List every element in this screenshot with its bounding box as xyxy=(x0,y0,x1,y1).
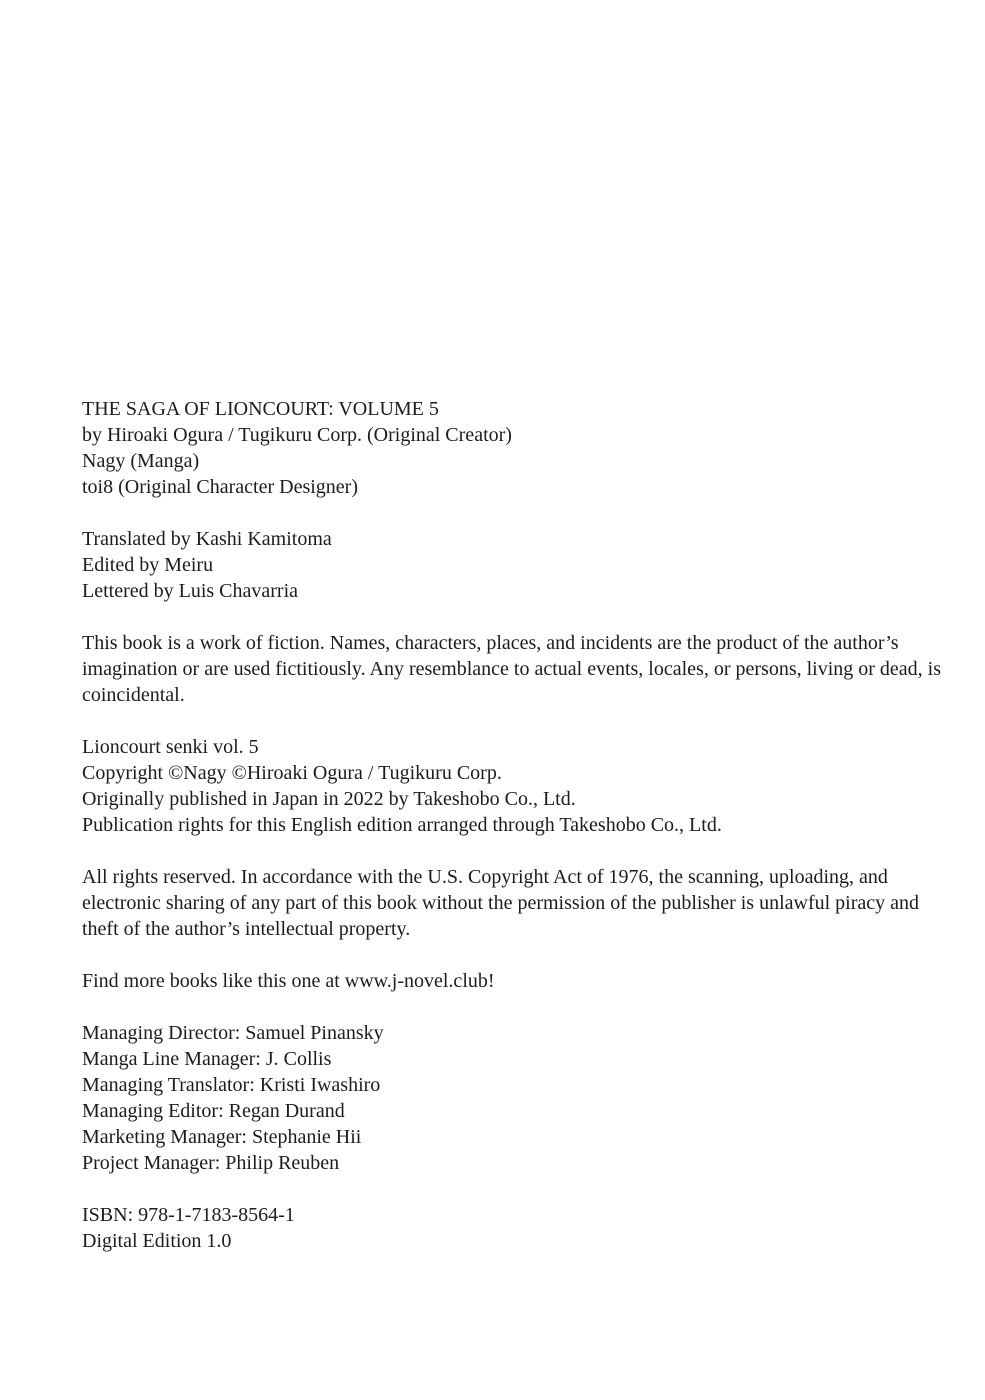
managing-director-credit: Managing Director: Samuel Pinansky xyxy=(82,1022,384,1044)
copyright-block xyxy=(82,734,942,838)
copyright-line: Copyright ©Nagy ©Hiroaki Ogura / Tugikuru Corp. xyxy=(82,762,502,784)
original-creator-credit: by Hiroaki Ogura / Tugikuru Corp. (Original Creator) xyxy=(82,424,512,446)
rights-notice: All rights reserved. In accordance with the U.S. Copyright Act of 1976, the scanning, uploading, and electronic sharing of any part of this book without the permission of the publisher is unlawful piracy and theft of the author’s intellectual property. xyxy=(82,866,920,940)
manga-line-manager-credit: Manga Line Manager: J. Collis xyxy=(82,1048,332,1070)
digital-edition-line: Digital Edition 1.0 xyxy=(82,1230,232,1252)
japanese-title: Lioncourt senki vol. 5 xyxy=(82,736,259,758)
localization-credits-block xyxy=(82,526,942,604)
letterer-credit: Lettered by Luis Chavarria xyxy=(82,580,299,602)
character-designer-credit: toi8 (Original Character Designer) xyxy=(82,476,359,498)
book-title: THE SAGA OF LIONCOURT: VOLUME 5 xyxy=(82,398,439,420)
marketing-manager-credit: Marketing Manager: Stephanie Hii xyxy=(82,1126,362,1148)
staff-block xyxy=(82,1020,942,1176)
manga-artist-credit: Nagy (Manga) xyxy=(82,450,200,472)
isbn-line: ISBN: 978-1-7183-8564-1 xyxy=(82,1204,295,1226)
edition-block xyxy=(82,1202,942,1254)
title-block xyxy=(82,396,942,500)
translator-credit: Translated by Kashi Kamitoma xyxy=(82,528,332,550)
managing-translator-credit: Managing Translator: Kristi Iwashiro xyxy=(82,1074,381,1096)
managing-editor-credit: Managing Editor: Regan Durand xyxy=(82,1100,345,1122)
editor-credit: Edited by Meiru xyxy=(82,554,214,576)
fiction-disclaimer: This book is a work of fiction. Names, characters, places, and incidents are the product of the author’s imagination or are used fictitiously. Any resemblance to actual events, locales, or persons, living or dead, is coincidental. xyxy=(82,632,942,706)
original-publication-line: Originally published in Japan in 2022 by Takeshobo Co., Ltd. xyxy=(82,788,576,810)
promo-line: Find more books like this one at www.j-novel.club! xyxy=(82,970,495,992)
project-manager-credit: Project Manager: Philip Reuben xyxy=(82,1152,340,1174)
publication-rights-line: Publication rights for this English edition arranged through Takeshobo Co., Ltd. xyxy=(82,814,722,836)
